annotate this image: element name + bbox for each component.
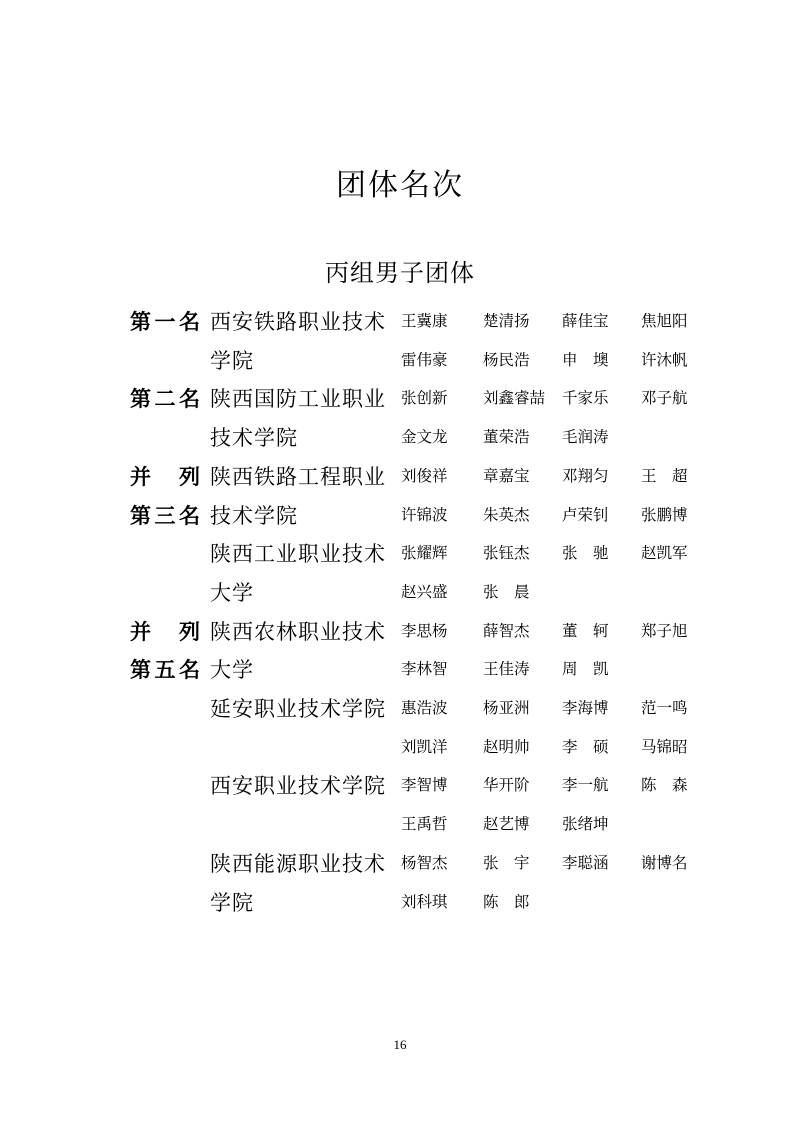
school-name: 西安职业技术学院 [210,774,386,799]
page-number: 16 [393,1037,407,1052]
member-name: 李智博 [401,776,448,795]
table-row [0,693,800,732]
school-name: 陕西工业职业技术 [210,542,386,567]
school-name: 陕西能源职业技术 [210,851,386,876]
school-name: 延安职业技术学院 [210,697,386,721]
school-name: 技术学院 [210,503,298,528]
section-subtitle: 丙组男子团体 [325,259,475,287]
member-name: 赵兴盛 [401,582,448,601]
member-name: 马锦昭 [641,737,688,756]
member-name: 郑子旭 [641,621,688,640]
member-name: 薛佳宝 [562,312,609,330]
table-row [0,461,800,500]
table-row [0,345,800,384]
member-name: 范一鸣 [641,699,688,717]
member-name: 雷伟豪 [401,350,448,369]
table-row [0,306,800,345]
member-name: 董荣浩 [483,428,530,447]
member-name: 张 晨 [483,582,530,601]
member-name: 张创新 [401,389,448,408]
member-name: 申 墺 [562,350,609,369]
member-name: 赵明帅 [483,737,530,756]
member-name: 刘凯洋 [401,737,448,756]
member-name: 许沐帆 [641,350,688,369]
rank-label: 并 列 [130,464,200,489]
member-name: 邓翔匀 [562,466,609,485]
member-name: 谢博名 [641,853,688,872]
member-name: 王佳涛 [483,660,530,679]
member-name: 焦旭阳 [641,312,688,330]
member-name: 周 凯 [562,660,609,679]
table-row [0,500,800,539]
member-name: 楚清扬 [483,312,530,330]
member-name: 毛润涛 [562,428,609,447]
member-name: 杨亚洲 [483,699,530,717]
member-name: 许锦波 [401,505,448,524]
member-name: 李海博 [562,699,609,717]
member-name: 李聪涵 [562,853,609,872]
member-name: 李一航 [562,776,609,795]
school-name: 陕西国防工业职业 [210,387,386,412]
member-name: 李林智 [401,660,448,679]
member-name: 刘鑫睿喆 [483,389,546,408]
table-row [0,654,800,693]
page-title: 团体名次 [336,168,464,203]
school-name: 西安铁路职业技术 [210,310,386,334]
member-name: 王 超 [641,466,688,485]
member-name: 陈 郎 [483,892,530,911]
member-name: 王禹哲 [401,815,448,834]
rank-label: 第 五 名 [130,658,200,683]
school-name: 陕西农林职业技术 [210,619,386,644]
member-name: 张 宇 [483,853,530,872]
member-name: 薛智杰 [483,621,530,640]
rank-label: 第 一 名 [130,310,200,334]
member-name: 朱英杰 [483,505,530,524]
member-name: 张 驰 [562,544,609,563]
member-name: 章嘉宝 [483,466,530,485]
school-name: 大学 [210,580,254,605]
table-row [0,848,800,887]
table-row [0,770,800,809]
table-row [0,538,800,577]
school-name: 技术学院 [210,426,298,451]
member-name: 王冀康 [401,312,448,330]
member-name: 卢荣钊 [562,505,609,524]
member-name: 惠浩波 [401,699,448,717]
member-name: 刘科琪 [401,892,448,911]
member-name: 金文龙 [401,428,448,447]
member-name: 千家乐 [562,389,609,408]
member-name: 董 轲 [562,621,609,640]
member-name: 张钰杰 [483,544,530,563]
rank-label: 并 列 [130,619,200,644]
member-name: 杨智杰 [401,853,448,872]
member-name: 赵凯军 [641,544,688,563]
member-name: 张绪坤 [562,815,609,834]
member-name: 张耀辉 [401,544,448,563]
table-row [0,577,800,616]
table-row [0,383,800,422]
member-name: 李 硕 [562,737,609,756]
school-name: 学院 [210,890,254,915]
table-row [0,422,800,461]
table-row [0,616,800,655]
member-name: 华开阶 [483,776,530,795]
table-row [0,887,800,926]
member-name: 赵艺博 [483,815,530,834]
table-row [0,809,800,848]
rank-label: 第 三 名 [130,503,200,528]
member-name: 陈 森 [641,776,688,795]
member-name: 刘俊祥 [401,466,448,485]
school-name: 大学 [210,658,254,683]
member-name: 邓子航 [641,389,688,408]
table-row [0,732,800,771]
member-name: 杨民浩 [483,350,530,369]
school-name: 陕西铁路工程职业 [210,464,386,489]
member-name: 李思杨 [401,621,448,640]
rank-label: 第 二 名 [130,387,200,412]
member-name: 张鹏博 [641,505,688,524]
school-name: 学院 [210,348,254,373]
